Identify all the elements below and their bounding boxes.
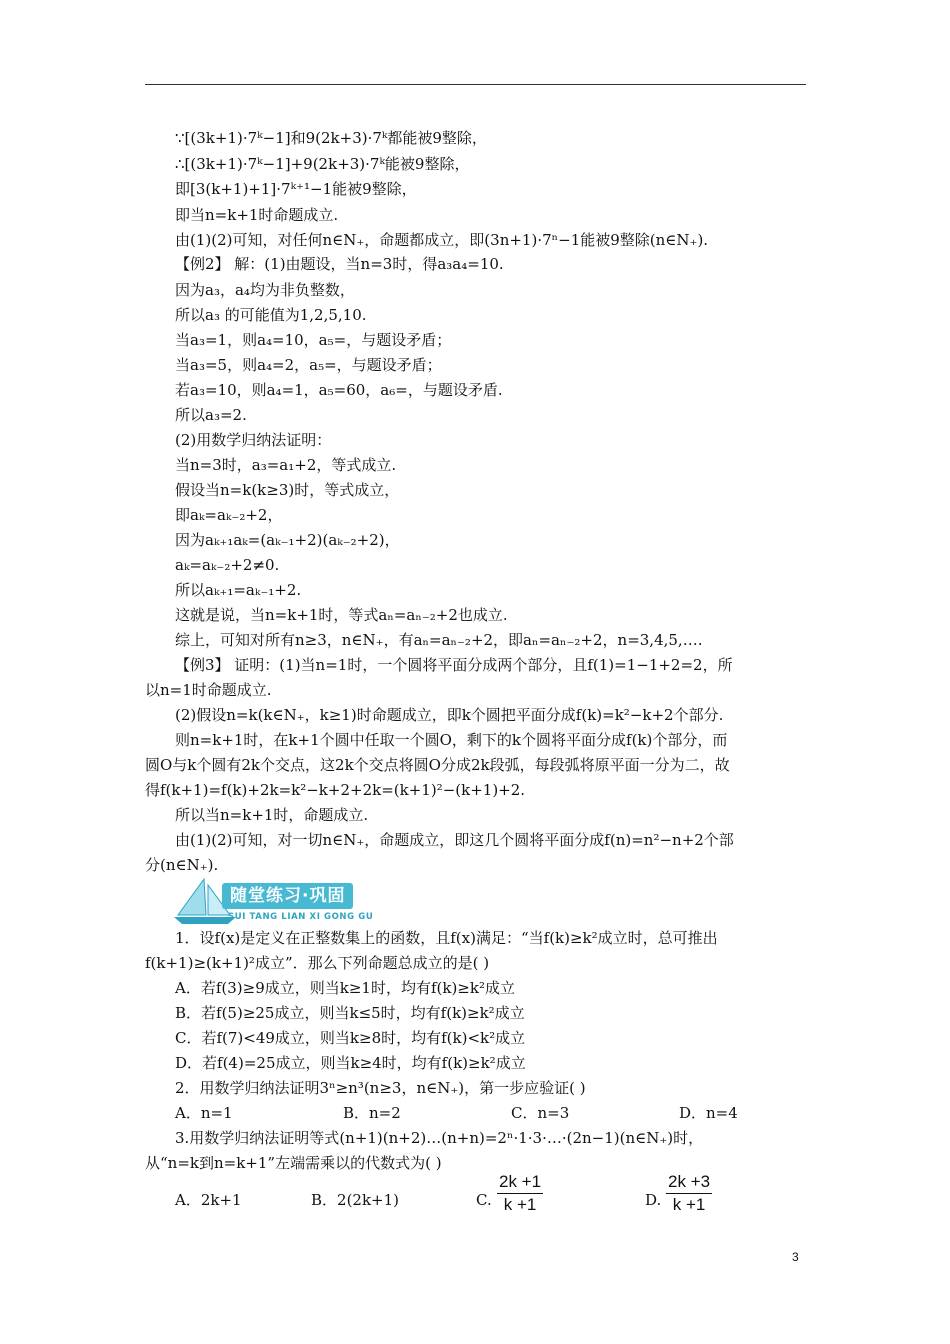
- text-line: 【例2】 解：(1)由题设，当n=3时，得a₃a₄=10.: [175, 255, 504, 273]
- fraction-numerator: 2k +1: [497, 1171, 543, 1194]
- text-line: 因为aₖ₊₁aₖ=(aₖ₋₁+2)(aₖ₋₂+2)，: [175, 531, 400, 549]
- text-line: B．若f(5)≥25成立，则当k≤5时，均有f(k)≥k²成立: [175, 1004, 525, 1022]
- text-line: D．n=4: [679, 1104, 738, 1122]
- text-line: 则n=k+1时，在k+1个圆中任取一个圆O，剩下的k个圆将平面分成f(k)个部分，而: [175, 731, 728, 749]
- text-line: aₖ=aₖ₋₂+2≠0.: [175, 556, 280, 574]
- text-line: 1．设f(x)是定义在正整数集上的函数，且f(x)满足：“当f(k)≥k²成立时，总可推出: [175, 929, 718, 947]
- text-line: 所以aₖ₊₁=aₖ₋₁+2.: [175, 581, 302, 599]
- text-line: 综上，可知对所有n≥3，n∈N₊，有aₙ=aₙ₋₂+2，即aₙ=aₙ₋₂+2，n=3,4,5,….: [175, 631, 703, 649]
- page-number: 3: [792, 1250, 799, 1264]
- text-line: D．若f(4)=25成立，则当k≥4时，均有f(k)≥k²成立: [175, 1054, 526, 1072]
- header-rule: [145, 84, 806, 85]
- text-line: 这就是说，当n=k+1时，等式aₙ=aₙ₋₂+2也成立.: [175, 606, 508, 624]
- text-line: 3.用数学归纳法证明等式(n+1)(n+2)…(n+n)=2ⁿ·1·3·…·(2n−1)(n∈N₊)时，: [175, 1129, 704, 1147]
- text-line: A．若f(3)≥9成立，则当k≥1时，均有f(k)≥k²成立: [175, 979, 515, 997]
- text-line: ∵[(3k+1)·7ᵏ−1]和9(2k+3)·7ᵏ都能被9整除，: [175, 129, 487, 147]
- text-line: f(k+1)≥(k+1)²成立”．那么下列命题总成立的是( ): [145, 954, 490, 972]
- text-line: 由(1)(2)可知，对任何n∈N₊，命题都成立，即(3n+1)·7ⁿ−1能被9整除(n∈N₊).: [175, 231, 709, 249]
- fraction: [666, 1171, 712, 1216]
- text-line: D.: [645, 1191, 662, 1209]
- text-line: (2)用数学归纳法证明：: [175, 431, 332, 449]
- text-line: C．若f(7)<49成立，则当k≥8时，均有f(k)<k²成立: [175, 1029, 526, 1047]
- text-line: 以n=1时命题成立.: [145, 681, 272, 699]
- text-line: C.: [476, 1191, 492, 1209]
- text-line: (2)假设n=k(k∈N₊，k≥1)时命题成立，即k个圆把平面分成f(k)=k²−k+2个部分.: [175, 706, 724, 724]
- text-line: 若a₃=10，则a₄=1，a₅=60，a₆=，与题设矛盾.: [175, 381, 503, 399]
- text-line: 假设当n=k(k≥3)时，等式成立，: [175, 481, 400, 499]
- text-line: B．2(2k+1): [311, 1191, 400, 1209]
- fraction-numerator: 2k +3: [666, 1171, 712, 1194]
- text-line: 由(1)(2)可知，对一切n∈N₊，命题成立，即这几个圆将平面分成f(n)=n²−n+2个部: [175, 831, 734, 849]
- text-line: 2．用数学归纳法证明3ⁿ≥n³(n≥3，n∈N₊)，第一步应验证( ): [175, 1079, 586, 1097]
- text-line: 因为a₃，a₄均为非负整数，: [175, 281, 355, 299]
- fraction-denominator: k +1: [503, 1195, 537, 1214]
- text-line: 当n=3时，a₃=a₁+2，等式成立.: [175, 456, 397, 474]
- text-line: 当a₃=1，则a₄=10，a₅=，与题设矛盾；: [175, 331, 452, 349]
- text-line: 从“n=k到n=k+1”左端需乘以的代数式为( ): [145, 1154, 442, 1172]
- text-line: 圆O与k个圆有2k个交点，这2k个交点将圆O分成2k段弧，每段弧将原平面一分为二，故: [145, 756, 730, 774]
- text-line: ∴[(3k+1)·7ᵏ−1]+9(2k+3)·7ᵏ能被9整除，: [175, 155, 470, 173]
- text-line: 所以a₃ 的可能值为1,2,5,10.: [175, 306, 367, 324]
- fraction-denominator: k +1: [672, 1195, 706, 1214]
- text-line: 所以a₃=2.: [175, 406, 247, 424]
- practice-banner: [172, 877, 412, 927]
- banner-subtitle: SUI TANG LIAN XI GONG GU: [228, 912, 374, 922]
- banner-title: 随堂练习·巩固: [222, 883, 353, 909]
- text-line: C．n=3: [511, 1104, 570, 1122]
- text-line: 即[3(k+1)+1]·7ᵏ⁺¹−1能被9整除，: [175, 180, 417, 198]
- fraction: [497, 1171, 543, 1216]
- text-line: B．n=2: [343, 1104, 401, 1122]
- text-line: 得f(k+1)=f(k)+2k=k²−k+2+2k=(k+1)²−(k+1)+2.: [145, 781, 526, 799]
- text-line: 当a₃=5，则a₄=2，a₅=，与题设矛盾；: [175, 356, 442, 374]
- text-line: 所以当n=k+1时，命题成立.: [175, 806, 369, 824]
- text-line: 分(n∈N₊).: [145, 856, 219, 874]
- text-line: A．n=1: [175, 1104, 233, 1122]
- text-line: A．2k+1: [175, 1191, 242, 1209]
- text-line: 即当n=k+1时命题成立.: [175, 206, 339, 224]
- text-line: 【例3】 证明：(1)当n=1时，一个圆将平面分成两个部分，且f(1)=1−1+2=2，所: [175, 656, 733, 674]
- text-line: 即aₖ=aₖ₋₂+2，: [175, 506, 283, 524]
